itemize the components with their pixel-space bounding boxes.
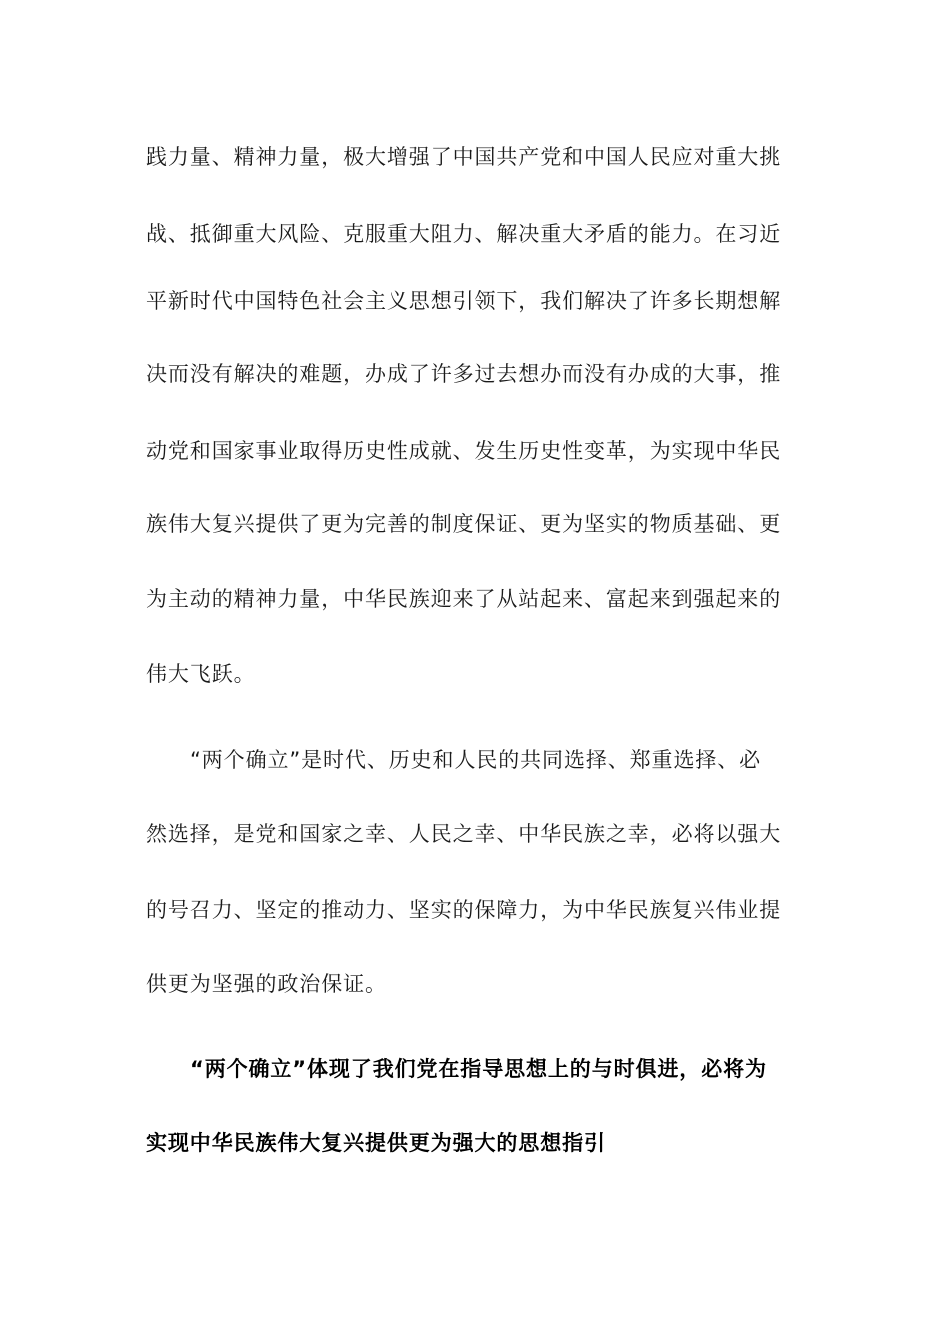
body-text-line: 动党和国家事业取得历史性成就、发生历史性变革，为实现中华民	[146, 439, 782, 463]
section-heading-line: 实现中华民族伟大复兴提供更为强大的思想指引	[146, 1131, 606, 1155]
body-text-line: 供更为坚强的政治保证。	[146, 972, 387, 996]
body-text-line: 战、抵御重大风险、克服重大阻力、解决重大矛盾的能力。在习近	[146, 222, 782, 246]
body-text-line: 伟大飞跃。	[146, 662, 256, 686]
body-text-line: 然选择，是党和国家之幸、人民之幸、中华民族之幸，必将以强大	[146, 822, 782, 846]
body-text-line: “两个确立”是时代、历史和人民的共同选择、郑重选择、必	[190, 748, 762, 772]
body-text-line: 践力量、精神力量，极大增强了中国共产党和中国人民应对重大挑	[146, 145, 782, 169]
body-text-line: 的号召力、坚定的推动力、坚实的保障力，为中华民族复兴伟业提	[146, 898, 782, 922]
body-text-line: 决而没有解决的难题，办成了许多过去想办而没有办成的大事，推	[146, 362, 782, 386]
body-text-line: 为主动的精神力量，中华民族迎来了从站起来、富起来到强起来的	[146, 587, 782, 611]
section-heading-line: “两个确立”体现了我们党在指导思想上的与时俱进，必将为	[190, 1057, 767, 1081]
body-text-line: 平新时代中国特色社会主义思想引领下，我们解决了许多长期想解	[146, 289, 782, 313]
body-text-line: 族伟大复兴提供了更为完善的制度保证、更为坚实的物质基础、更	[146, 512, 782, 536]
